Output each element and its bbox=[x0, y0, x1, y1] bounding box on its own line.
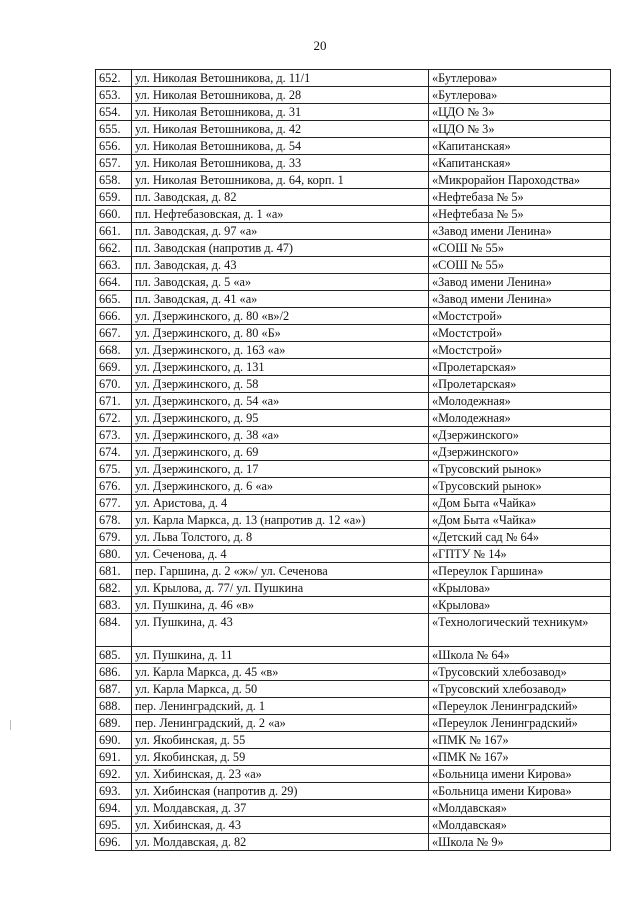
stop-cell: «СОШ № 55» bbox=[429, 257, 611, 274]
page-number: 20 bbox=[313, 38, 327, 53]
address-cell: ул. Дзержинского, д. 80 «в»/2 bbox=[132, 308, 429, 325]
table-row bbox=[96, 664, 611, 681]
stop-cell: «Нефтебаза № 5» bbox=[429, 189, 611, 206]
table-row bbox=[96, 223, 611, 240]
address-cell: пл. Заводская, д. 97 «а» bbox=[132, 223, 429, 240]
address-cell: ул. Льва Толстого, д. 8 bbox=[132, 529, 429, 546]
stop-cell: «Молодежная» bbox=[429, 393, 611, 410]
row-number: 666. bbox=[96, 308, 132, 325]
stop-cell: «Завод имени Ленина» bbox=[429, 291, 611, 308]
address-cell: пл. Заводская (напротив д. 47) bbox=[132, 240, 429, 257]
table-row bbox=[96, 410, 611, 427]
stop-cell: «ЦДО № 3» bbox=[429, 104, 611, 121]
table-row bbox=[96, 478, 611, 495]
address-cell: ул. Дзержинского, д. 54 «а» bbox=[132, 393, 429, 410]
table-row bbox=[96, 681, 611, 698]
address-cell: ул. Дзержинского, д. 6 «а» bbox=[132, 478, 429, 495]
stop-cell: «Переулок Гаршина» bbox=[429, 563, 611, 580]
stop-cell: «Бутлерова» bbox=[429, 70, 611, 87]
row-number: 686. bbox=[96, 664, 132, 681]
stop-cell: «Мостстрой» bbox=[429, 342, 611, 359]
address-cell: ул. Дзержинского, д. 38 «а» bbox=[132, 427, 429, 444]
stop-cell: «ГПТУ № 14» bbox=[429, 546, 611, 563]
stop-cell: «Микрорайон Пароходства» bbox=[429, 172, 611, 189]
address-cell: ул. Пушкина, д. 43 bbox=[132, 614, 429, 647]
address-cell: ул. Дзержинского, д. 80 «Б» bbox=[132, 325, 429, 342]
address-cell: ул. Якобинская, д. 55 bbox=[132, 732, 429, 749]
address-cell: ул. Молдавская, д. 82 bbox=[132, 834, 429, 851]
row-number: 691. bbox=[96, 749, 132, 766]
address-cell: ул. Николая Ветошникова, д. 31 bbox=[132, 104, 429, 121]
stop-cell: «ПМК № 167» bbox=[429, 749, 611, 766]
stop-cell: «Пролетарская» bbox=[429, 376, 611, 393]
address-cell: ул. Дзержинского, д. 69 bbox=[132, 444, 429, 461]
stop-cell: «Больница имени Кирова» bbox=[429, 766, 611, 783]
table-row bbox=[96, 783, 611, 800]
row-number: 675. bbox=[96, 461, 132, 478]
table-row bbox=[96, 274, 611, 291]
table-row bbox=[96, 393, 611, 410]
table-row bbox=[96, 834, 611, 851]
table-row bbox=[96, 121, 611, 138]
stop-cell: «Крылова» bbox=[429, 580, 611, 597]
row-number: 696. bbox=[96, 834, 132, 851]
row-number: 673. bbox=[96, 427, 132, 444]
stop-cell: «Капитанская» bbox=[429, 155, 611, 172]
row-number: 694. bbox=[96, 800, 132, 817]
stop-cell: «Технологический техникум» bbox=[429, 614, 611, 647]
table-row bbox=[96, 172, 611, 189]
row-number: 681. bbox=[96, 563, 132, 580]
scan-mark bbox=[10, 720, 11, 730]
table-row bbox=[96, 749, 611, 766]
table-row bbox=[96, 70, 611, 87]
table-row bbox=[96, 817, 611, 834]
stop-cell: «Завод имени Ленина» bbox=[429, 274, 611, 291]
table-row bbox=[96, 257, 611, 274]
stop-cell: «Мостстрой» bbox=[429, 308, 611, 325]
stop-cell: «ЦДО № 3» bbox=[429, 121, 611, 138]
table-row bbox=[96, 647, 611, 664]
address-cell: ул. Карла Маркса, д. 50 bbox=[132, 681, 429, 698]
row-number: 688. bbox=[96, 698, 132, 715]
table-row bbox=[96, 308, 611, 325]
address-cell: ул. Дзержинского, д. 131 bbox=[132, 359, 429, 376]
stop-cell: «Школа № 9» bbox=[429, 834, 611, 851]
row-number: 661. bbox=[96, 223, 132, 240]
stop-cell: «Дом Быта «Чайка» bbox=[429, 495, 611, 512]
row-number: 665. bbox=[96, 291, 132, 308]
row-number: 683. bbox=[96, 597, 132, 614]
row-number: 656. bbox=[96, 138, 132, 155]
table-row bbox=[96, 444, 611, 461]
address-cell: ул. Николая Ветошникова, д. 54 bbox=[132, 138, 429, 155]
stop-cell: «Дзержинского» bbox=[429, 427, 611, 444]
stop-cell: «Молдавская» bbox=[429, 817, 611, 834]
table-row bbox=[96, 87, 611, 104]
stop-cell: «Трусовский хлебозавод» bbox=[429, 681, 611, 698]
row-number: 680. bbox=[96, 546, 132, 563]
table-row bbox=[96, 614, 611, 647]
row-number: 674. bbox=[96, 444, 132, 461]
row-number: 669. bbox=[96, 359, 132, 376]
row-number: 676. bbox=[96, 478, 132, 495]
table-row bbox=[96, 104, 611, 121]
address-cell: ул. Пушкина, д. 11 bbox=[132, 647, 429, 664]
address-cell: ул. Хибинская, д. 23 «а» bbox=[132, 766, 429, 783]
row-number: 657. bbox=[96, 155, 132, 172]
row-number: 659. bbox=[96, 189, 132, 206]
address-cell: ул. Николая Ветошникова, д. 64, корп. 1 bbox=[132, 172, 429, 189]
stop-cell: «Дзержинского» bbox=[429, 444, 611, 461]
address-cell: пл. Заводская, д. 5 «а» bbox=[132, 274, 429, 291]
table-row bbox=[96, 359, 611, 376]
address-cell: ул. Сеченова, д. 4 bbox=[132, 546, 429, 563]
address-cell: ул. Дзержинского, д. 58 bbox=[132, 376, 429, 393]
row-number: 679. bbox=[96, 529, 132, 546]
stop-cell: «Трусовский хлебозавод» bbox=[429, 664, 611, 681]
row-number: 692. bbox=[96, 766, 132, 783]
table-row bbox=[96, 766, 611, 783]
stop-cell: «Бутлерова» bbox=[429, 87, 611, 104]
table-row bbox=[96, 138, 611, 155]
table-row bbox=[96, 206, 611, 223]
row-number: 687. bbox=[96, 681, 132, 698]
address-table bbox=[95, 69, 611, 851]
stop-cell: «Детский сад № 64» bbox=[429, 529, 611, 546]
stop-cell: «Крылова» bbox=[429, 597, 611, 614]
address-cell: ул. Николая Ветошникова, д. 42 bbox=[132, 121, 429, 138]
row-number: 664. bbox=[96, 274, 132, 291]
table-row bbox=[96, 512, 611, 529]
row-number: 682. bbox=[96, 580, 132, 597]
table-row bbox=[96, 698, 611, 715]
row-number: 689. bbox=[96, 715, 132, 732]
row-number: 671. bbox=[96, 393, 132, 410]
row-number: 652. bbox=[96, 70, 132, 87]
address-cell: ул. Карла Маркса, д. 13 (напротив д. 12 «а») bbox=[132, 512, 429, 529]
stop-cell: «Трусовский рынок» bbox=[429, 461, 611, 478]
address-cell: ул. Крылова, д. 77/ ул. Пушкина bbox=[132, 580, 429, 597]
stop-cell: «Трусовский рынок» bbox=[429, 478, 611, 495]
row-number: 655. bbox=[96, 121, 132, 138]
stop-cell: «Завод имени Ленина» bbox=[429, 223, 611, 240]
stop-cell: «Школа № 64» bbox=[429, 647, 611, 664]
row-number: 653. bbox=[96, 87, 132, 104]
stop-cell: «ПМК № 167» bbox=[429, 732, 611, 749]
row-number: 690. bbox=[96, 732, 132, 749]
row-number: 660. bbox=[96, 206, 132, 223]
stop-cell: «Дом Быта «Чайка» bbox=[429, 512, 611, 529]
address-cell: ул. Хибинская, д. 43 bbox=[132, 817, 429, 834]
table-row bbox=[96, 800, 611, 817]
table-row bbox=[96, 495, 611, 512]
address-cell: ул. Николая Ветошникова, д. 11/1 bbox=[132, 70, 429, 87]
row-number: 670. bbox=[96, 376, 132, 393]
table-row bbox=[96, 342, 611, 359]
row-number: 668. bbox=[96, 342, 132, 359]
address-cell: ул. Николая Ветошникова, д. 28 bbox=[132, 87, 429, 104]
row-number: 667. bbox=[96, 325, 132, 342]
row-number: 658. bbox=[96, 172, 132, 189]
row-number: 672. bbox=[96, 410, 132, 427]
address-cell: ул. Аристова, д. 4 bbox=[132, 495, 429, 512]
stop-cell: «Больница имени Кирова» bbox=[429, 783, 611, 800]
table-row bbox=[96, 189, 611, 206]
row-number: 677. bbox=[96, 495, 132, 512]
row-number: 685. bbox=[96, 647, 132, 664]
address-cell: ул. Карла Маркса, д. 45 «в» bbox=[132, 664, 429, 681]
address-cell: ул. Дзержинского, д. 163 «а» bbox=[132, 342, 429, 359]
stop-cell: «Переулок Ленинградский» bbox=[429, 715, 611, 732]
address-cell: ул. Николая Ветошникова, д. 33 bbox=[132, 155, 429, 172]
stop-cell: «Переулок Ленинградский» bbox=[429, 698, 611, 715]
table-row bbox=[96, 376, 611, 393]
address-cell: пл. Нефтебазовская, д. 1 «а» bbox=[132, 206, 429, 223]
table-row bbox=[96, 580, 611, 597]
row-number: 662. bbox=[96, 240, 132, 257]
stop-cell: «Пролетарская» bbox=[429, 359, 611, 376]
address-cell: ул. Молдавская, д. 37 bbox=[132, 800, 429, 817]
row-number: 693. bbox=[96, 783, 132, 800]
address-cell: ул. Хибинская (напротив д. 29) bbox=[132, 783, 429, 800]
stop-cell: «Молодежная» bbox=[429, 410, 611, 427]
address-cell: ул. Дзержинского, д. 95 bbox=[132, 410, 429, 427]
table-row bbox=[96, 732, 611, 749]
table-row bbox=[96, 715, 611, 732]
row-number: 695. bbox=[96, 817, 132, 834]
table-row bbox=[96, 597, 611, 614]
address-cell: пл. Заводская, д. 43 bbox=[132, 257, 429, 274]
stop-cell: «Мостстрой» bbox=[429, 325, 611, 342]
table-row bbox=[96, 546, 611, 563]
stop-cell: «Капитанская» bbox=[429, 138, 611, 155]
address-cell: пер. Гаршина, д. 2 «ж»/ ул. Сеченова bbox=[132, 563, 429, 580]
stop-cell: «СОШ № 55» bbox=[429, 240, 611, 257]
stop-cell: «Нефтебаза № 5» bbox=[429, 206, 611, 223]
address-cell: пл. Заводская, д. 41 «а» bbox=[132, 291, 429, 308]
stop-cell: «Молдавская» bbox=[429, 800, 611, 817]
table-row bbox=[96, 325, 611, 342]
table-body bbox=[96, 70, 611, 851]
table-row bbox=[96, 529, 611, 546]
address-cell: ул. Дзержинского, д. 17 bbox=[132, 461, 429, 478]
row-number: 684. bbox=[96, 614, 132, 647]
address-cell: ул. Якобинская, д. 59 bbox=[132, 749, 429, 766]
address-cell: пер. Ленинградский, д. 1 bbox=[132, 698, 429, 715]
table-row bbox=[96, 563, 611, 580]
row-number: 663. bbox=[96, 257, 132, 274]
table-row bbox=[96, 291, 611, 308]
row-number: 678. bbox=[96, 512, 132, 529]
address-cell: пл. Заводская, д. 82 bbox=[132, 189, 429, 206]
row-number: 654. bbox=[96, 104, 132, 121]
address-cell: пер. Ленинградский, д. 2 «а» bbox=[132, 715, 429, 732]
table-row bbox=[96, 240, 611, 257]
table-row bbox=[96, 461, 611, 478]
table-row bbox=[96, 155, 611, 172]
table-row bbox=[96, 427, 611, 444]
address-cell: ул. Пушкина, д. 46 «в» bbox=[132, 597, 429, 614]
